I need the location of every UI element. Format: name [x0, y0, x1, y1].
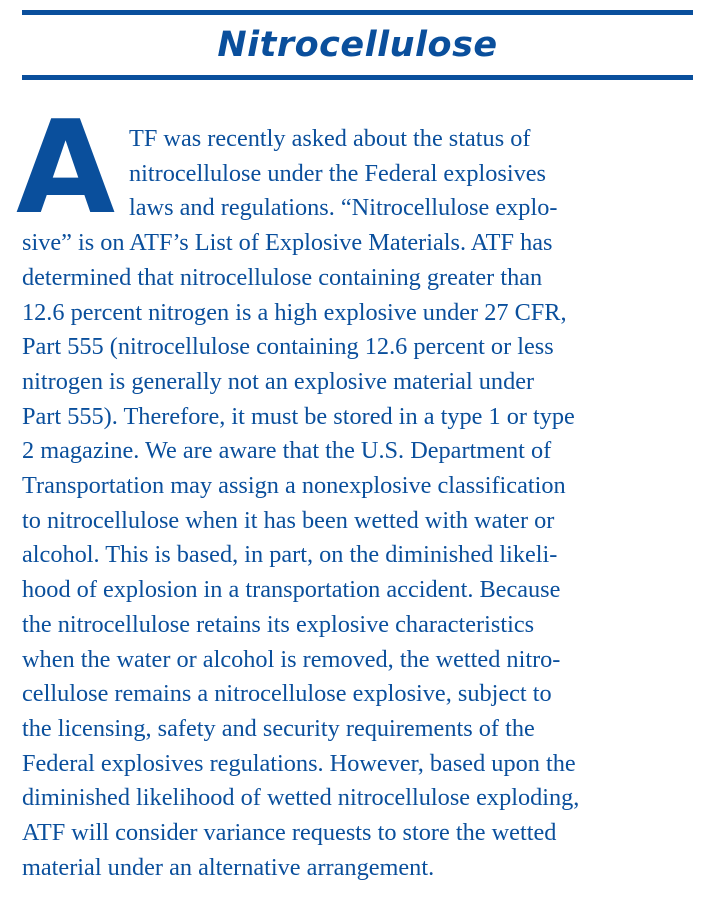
text-line: the nitrocellulose retains its explosive characteristics	[22, 610, 535, 638]
drop-cap: A	[16, 94, 116, 243]
article-body	[16, 94, 674, 885]
text-line: Part 555 (nitrocellulose containing 12.6 percent or less	[22, 333, 554, 361]
text-line: diminished likelihood of wetted nitrocellulose exploding,	[22, 784, 580, 812]
text-line: when the water or alcohol is removed, the wetted nitro-	[22, 645, 561, 673]
text-line: Part 555). Therefore, it must be stored in a type 1 or type	[22, 402, 575, 430]
text-line: to nitrocellulose when it has been wetted with water or	[22, 506, 555, 534]
text-line: Transportation may assign a nonexplosive classification	[22, 472, 566, 500]
text-line: Federal explosives regulations. However, based upon the	[22, 749, 576, 777]
text-line: the licensing, safety and security requirements of the	[22, 714, 535, 742]
text-line: 12.6 percent nitrogen is a high explosive under 27 CFR,	[22, 298, 567, 326]
text-line: material under an alternative arrangement.	[22, 853, 435, 881]
text-line: determined that nitrocellulose containing greater than	[22, 263, 543, 291]
text-line: TF was recently asked about the status of	[129, 125, 531, 152]
text-line: nitrocellulose under the Federal explosives	[129, 159, 546, 187]
text-line: alcohol. This is based, in part, on the diminished likeli-	[22, 541, 558, 569]
text-line: sive” is on ATF’s List of Explosive Materials. ATF has	[22, 229, 553, 257]
text-line: 2 magazine. We are aware that the U.S. Department of	[22, 437, 552, 465]
text-line: laws and regulations. “Nitrocellulose explo-	[129, 194, 558, 222]
text-line: nitrogen is generally not an explosive material under	[22, 367, 535, 395]
title-banner	[22, 10, 693, 80]
text-line: cellulose remains a nitrocellulose explosive, subject to	[22, 680, 552, 708]
page-title: Nitrocellulose	[217, 25, 498, 65]
text-line: ATF will consider variance requests to store the wetted	[22, 819, 557, 847]
text-line: hood of explosion in a transportation accident. Because	[22, 576, 561, 604]
